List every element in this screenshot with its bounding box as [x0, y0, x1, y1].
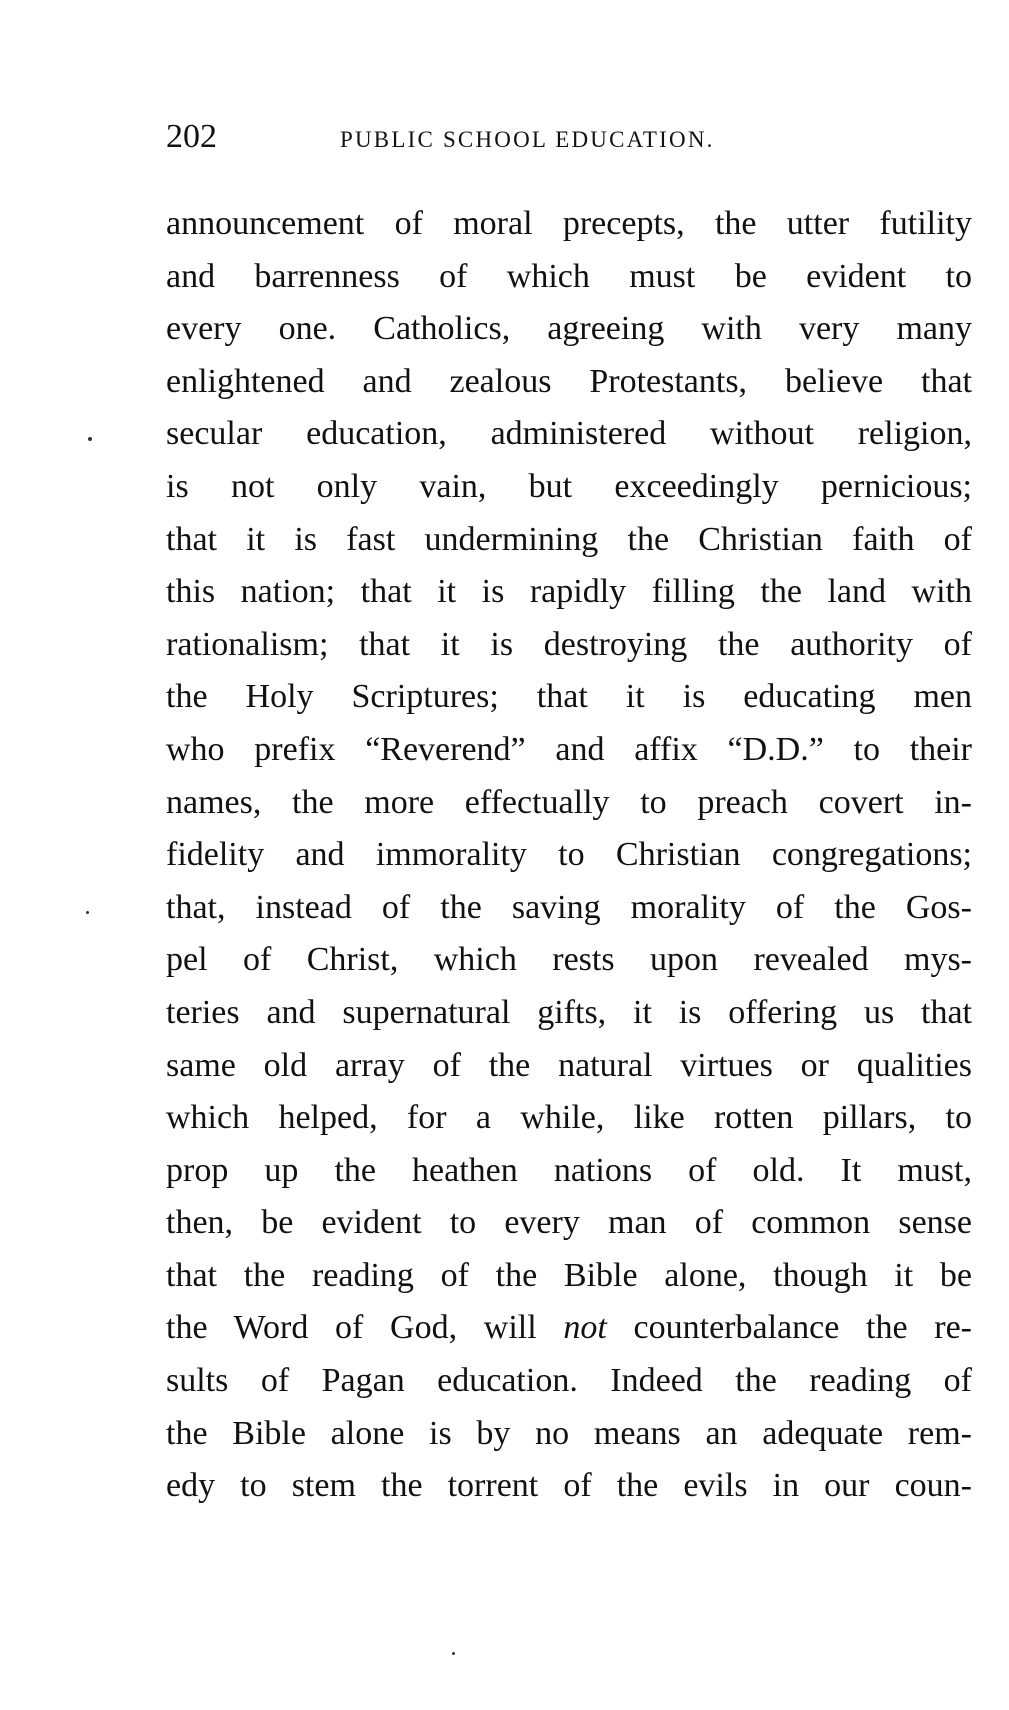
text-line: prop up the heathen nations of old. It must, — [166, 1151, 972, 1189]
text-line: the Holy Scriptures; that it is educating men — [166, 678, 972, 716]
running-head: PUBLIC SCHOOL EDUCATION. — [340, 127, 715, 152]
text-line: that, instead of the saving morality of the Gos- — [166, 888, 972, 926]
speck — [86, 911, 89, 914]
text-line-with-italic — [166, 1302, 972, 1355]
text-line: announcement of moral precepts, the utter futility — [166, 205, 972, 242]
text-line: that it is fast undermining the Christian faith of — [166, 520, 972, 558]
speck — [452, 1652, 455, 1655]
text-line: teries and supernatural gifts, it is offering us that — [166, 993, 972, 1031]
text-line: fidelity and immorality to Christian congregations; — [166, 836, 972, 874]
text-line: pel of Christ, which rests upon revealed mys- — [166, 941, 972, 979]
body-text — [166, 198, 972, 1513]
text-line: the Bible alone is by no means an adequate rem- — [166, 1414, 972, 1452]
text-line: and barrenness of which must be evident to — [166, 257, 972, 295]
text-line: sults of Pagan education. Indeed the reading of — [166, 1362, 972, 1400]
text-line: then, be evident to every man of common sense — [166, 1204, 972, 1242]
speck — [88, 437, 92, 441]
text-line: who prefix “Reverend” and affix “D.D.” to their — [166, 730, 972, 768]
text-line: same old array of the natural virtues or qualities — [166, 1046, 972, 1084]
text-line: enlightened and zealous Protestants, believe that — [166, 362, 972, 400]
text-line: secular education, administered without religion, — [166, 415, 972, 453]
page-header — [166, 112, 966, 162]
text-segment: counterbalance the re- — [633, 1309, 972, 1347]
italic-word: not — [563, 1309, 607, 1347]
text-line: rationalism; that it is destroying the authority of — [166, 625, 972, 663]
text-line: which helped, for a while, like rotten pillars, to — [166, 1099, 972, 1137]
text-line: every one. Catholics, agreeing with very many — [166, 310, 972, 348]
text-segment: the Word of God, will — [166, 1309, 537, 1347]
text-line: names, the more effectually to preach covert in- — [166, 783, 972, 821]
text-line: that the reading of the Bible alone, though it be — [166, 1256, 972, 1294]
text-line: this nation; that it is rapidly filling the land with — [166, 573, 972, 611]
text-line: is not only vain, but exceedingly pernicious; — [166, 467, 972, 505]
text-line: edy to stem the torrent of the evils in our coun- — [166, 1467, 972, 1505]
page-number: 202 — [166, 118, 217, 155]
